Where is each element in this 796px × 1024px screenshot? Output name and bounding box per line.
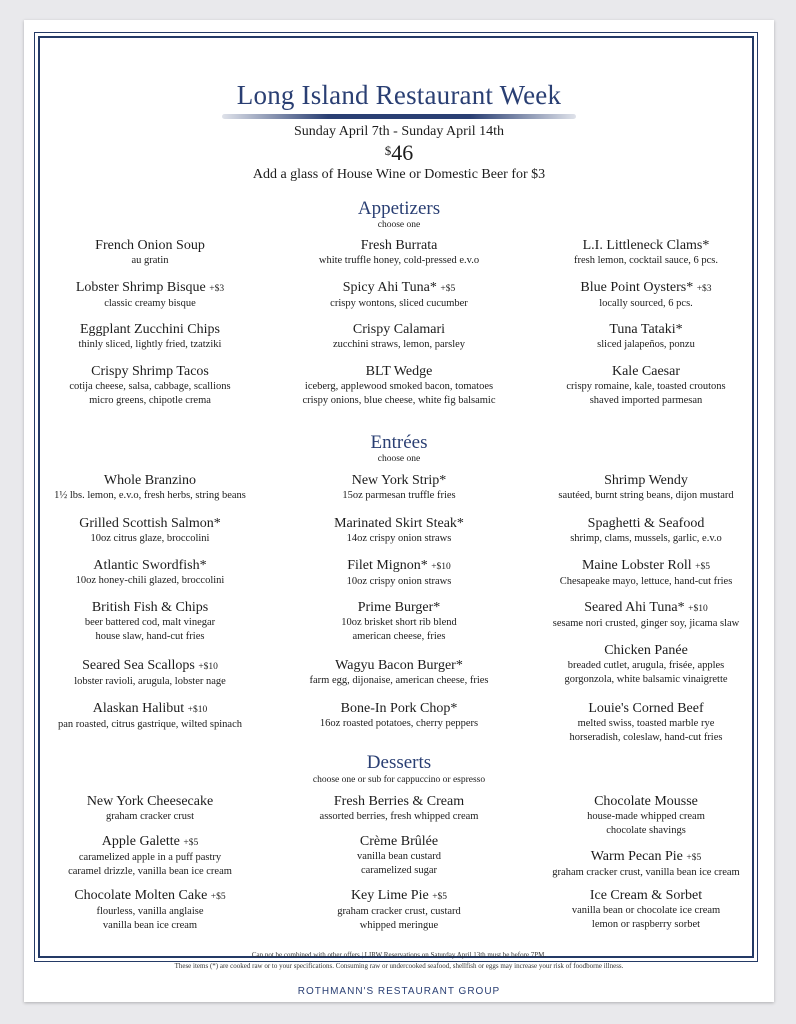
menu-item bbox=[521, 849, 771, 880]
menu-item-title: Whole Branzino bbox=[103, 473, 197, 488]
menu-item-title: Grilled Scottish Salmon* bbox=[79, 516, 221, 531]
menu-item bbox=[25, 794, 275, 824]
menu-item-name bbox=[521, 364, 771, 380]
menu-item bbox=[25, 658, 275, 689]
menu-item-description: graham cracker crust, vanilla bean ice cream bbox=[552, 867, 740, 878]
menu-item-title: L.I. Littleneck Clams* bbox=[582, 238, 710, 253]
menu-item bbox=[25, 888, 275, 933]
menu-item-name bbox=[25, 364, 275, 380]
menu-item-description: flourless, vanilla anglaise bbox=[96, 906, 204, 917]
menu-item-description: house-made whipped cream bbox=[587, 811, 705, 822]
menu-item-name bbox=[521, 643, 771, 659]
menu-item-title: Louie's Corned Beef bbox=[588, 701, 704, 716]
beverage-addon: Add a glass of House Wine or Domestic Beer for $3 bbox=[252, 167, 546, 182]
menu-item-description: white truffle honey, cold-pressed e.v.o bbox=[318, 255, 480, 266]
menu-item-description: 10oz citrus glaze, broccolini bbox=[90, 533, 210, 544]
menu-item-name bbox=[521, 322, 771, 338]
menu-item-title: Filet Mignon* bbox=[347, 558, 428, 573]
menu-item bbox=[25, 364, 275, 408]
footnote-reservations: Can not be combined with other offers | LIRW Reservations on Saturday April 13th must be before 7PM. bbox=[251, 951, 547, 959]
menu-item bbox=[274, 558, 524, 589]
appetizers-heading: Appetizers bbox=[357, 198, 441, 219]
menu-item bbox=[274, 600, 524, 644]
menu-item-description: gorgonzola, white balsamic vinaigrette bbox=[564, 674, 728, 685]
menu-item bbox=[274, 794, 524, 824]
menu-item-name bbox=[25, 238, 275, 254]
menu-item bbox=[274, 701, 524, 731]
menu-item bbox=[274, 658, 524, 688]
menu-item bbox=[25, 834, 275, 879]
menu-item-description: vanilla bean custard bbox=[357, 851, 441, 862]
menu-item-title: Atlantic Swordfish* bbox=[93, 558, 207, 573]
menu-item-description: caramelized sugar bbox=[360, 865, 438, 876]
menu-item-title: Blue Point Oysters* bbox=[580, 280, 694, 295]
menu-item-upcharge: +$5 bbox=[210, 892, 226, 902]
menu-item bbox=[521, 322, 771, 352]
menu-item-upcharge: +$5 bbox=[686, 853, 702, 863]
menu-item-title: Warm Pecan Pie bbox=[590, 849, 683, 864]
menu-item-description: house slaw, hand-cut fries bbox=[95, 631, 205, 642]
menu-item bbox=[25, 238, 275, 268]
menu-item bbox=[521, 558, 771, 589]
menu-item-name bbox=[521, 238, 771, 254]
menu-item bbox=[25, 558, 275, 588]
menu-item bbox=[25, 701, 275, 732]
menu-item-name bbox=[25, 516, 275, 532]
menu-item-description: whipped meringue bbox=[359, 920, 439, 931]
menu-item-name bbox=[274, 473, 524, 489]
menu-item-upcharge: +$5 bbox=[440, 284, 456, 294]
menu-item-title: New York Strip* bbox=[351, 473, 447, 488]
menu-item-description: locally sourced, 6 pcs. bbox=[599, 298, 693, 309]
menu-item-name bbox=[521, 558, 771, 575]
menu-item-title: Shrimp Wendy bbox=[604, 473, 688, 488]
price bbox=[24, 140, 774, 166]
menu-item bbox=[274, 473, 524, 503]
desserts-subheading: choose one or sub for cappuccino or espresso bbox=[312, 775, 486, 785]
menu-item bbox=[274, 888, 524, 933]
menu-item-title: Maine Lobster Roll bbox=[581, 558, 692, 573]
menu-item-description: sautéed, burnt string beans, dijon mustard bbox=[558, 490, 734, 501]
title-brush-underline bbox=[222, 114, 576, 119]
menu-item-upcharge: +$10 bbox=[688, 604, 708, 614]
menu-item-description: crispy romaine, kale, toasted croutons bbox=[566, 381, 726, 392]
menu-item-title: Alaskan Halibut bbox=[92, 701, 185, 716]
menu-item-title: Spicy Ahi Tuna* bbox=[342, 280, 437, 295]
menu-item-description: graham cracker crust, custard bbox=[337, 906, 461, 917]
menu-item-description: vanilla bean ice cream bbox=[102, 920, 198, 931]
menu-item-name bbox=[25, 794, 275, 810]
menu-item-title: Crispy Calamari bbox=[352, 322, 446, 337]
menu-item-description: farm egg, dijonaise, american cheese, fries bbox=[309, 675, 489, 686]
entrees-subheading: choose one bbox=[377, 454, 421, 464]
menu-item bbox=[25, 473, 275, 503]
menu-item-name bbox=[274, 238, 524, 254]
menu-item-name bbox=[521, 516, 771, 532]
menu-item-name bbox=[25, 473, 275, 489]
menu-item-name bbox=[521, 701, 771, 717]
menu-item bbox=[521, 888, 771, 932]
menu-item bbox=[274, 322, 524, 352]
menu-item-name bbox=[274, 516, 524, 532]
menu-item-description: lobster ravioli, arugula, lobster nage bbox=[74, 676, 226, 687]
menu-item-description: fresh lemon, cocktail sauce, 6 pcs. bbox=[573, 255, 719, 266]
menu-item-name bbox=[274, 322, 524, 338]
menu-item-title: Seared Ahi Tuna* bbox=[584, 600, 685, 615]
menu-item-description: 14oz crispy onion straws bbox=[346, 533, 452, 544]
menu-item-description: 10oz crispy onion straws bbox=[346, 576, 452, 587]
menu-item-name bbox=[521, 888, 771, 904]
menu-item-name bbox=[25, 834, 275, 851]
menu-item-name bbox=[521, 794, 771, 810]
menu-item bbox=[521, 643, 771, 687]
menu-item-title: Spaghetti & Seafood bbox=[587, 516, 705, 531]
menu-item bbox=[521, 600, 771, 631]
menu-item-title: Crème Brûlée bbox=[359, 834, 439, 849]
price-currency: $ bbox=[384, 143, 392, 158]
menu-item bbox=[25, 322, 275, 352]
appetizers-subheading: choose one bbox=[377, 220, 421, 230]
menu-item-description: chocolate shavings bbox=[606, 825, 686, 836]
menu-item-name bbox=[274, 888, 524, 905]
menu-item-name bbox=[521, 849, 771, 866]
menu-item-description: caramelized apple in a puff pastry bbox=[78, 852, 222, 863]
menu-item-name bbox=[521, 280, 771, 297]
menu-item-description: micro greens, chipotle crema bbox=[89, 395, 211, 406]
menu-item-title: Prime Burger* bbox=[357, 600, 441, 615]
desserts-heading: Desserts bbox=[366, 752, 432, 773]
menu-item-name bbox=[274, 280, 524, 297]
menu-item-name bbox=[25, 558, 275, 574]
menu-item-title: Kale Caesar bbox=[611, 364, 681, 379]
menu-item-upcharge: +$10 bbox=[187, 705, 208, 715]
menu-item-name bbox=[274, 558, 524, 575]
menu-item-description: cotija cheese, salsa, cabbage, scallions bbox=[69, 381, 231, 392]
menu-item-title: Fresh Berries & Cream bbox=[333, 794, 465, 809]
menu-item-upcharge: +$3 bbox=[209, 284, 225, 294]
menu-item-description: Chesapeake mayo, lettuce, hand-cut fries bbox=[559, 576, 733, 587]
menu-item-description: crispy wontons, sliced cucumber bbox=[330, 298, 468, 309]
menu-item bbox=[274, 238, 524, 268]
menu-item bbox=[274, 364, 524, 408]
menu-item bbox=[274, 834, 524, 878]
menu-item bbox=[521, 364, 771, 408]
menu-item-name bbox=[25, 322, 275, 338]
price-value: 46 bbox=[391, 140, 414, 165]
menu-item-description: classic creamy bisque bbox=[104, 298, 196, 309]
menu-item-description: au gratin bbox=[131, 255, 169, 266]
menu-item-description: assorted berries, fresh whipped cream bbox=[319, 811, 479, 822]
menu-item-description: 10oz brisket short rib blend bbox=[341, 617, 457, 628]
menu-item-upcharge: +$5 bbox=[432, 892, 448, 902]
menu-item-upcharge: +$5 bbox=[183, 838, 199, 848]
menu-item-title: Chocolate Molten Cake bbox=[74, 888, 208, 903]
footnote-raw-items: These items (*) are cooked raw or to your specifications. Consuming raw or undercooked seafood, shellfish or eggs may increase your risk of foodborne illness. bbox=[174, 962, 624, 970]
menu-item-description: zucchini straws, lemon, parsley bbox=[332, 339, 466, 350]
menu-item-name bbox=[521, 473, 771, 489]
event-dates: Sunday April 7th - Sunday April 14th bbox=[294, 124, 504, 139]
menu-item-title: Apple Galette bbox=[101, 834, 180, 849]
menu-item-title: Ice Cream & Sorbet bbox=[589, 888, 703, 903]
menu-item-title: French Onion Soup bbox=[95, 238, 205, 253]
menu-item-name bbox=[274, 600, 524, 616]
menu-item-description: graham cracker crust bbox=[105, 811, 195, 822]
menu-item-name bbox=[274, 834, 524, 850]
menu-item bbox=[25, 516, 275, 546]
menu-item-description: iceberg, applewood smoked bacon, tomatoes bbox=[304, 381, 494, 392]
menu-item-upcharge: +$10 bbox=[198, 662, 218, 672]
menu-item-name bbox=[274, 364, 524, 380]
menu-item-description: vanilla bean or chocolate ice cream bbox=[571, 905, 721, 916]
menu-item bbox=[25, 600, 275, 644]
menu-sheet bbox=[24, 20, 774, 1002]
menu-item-description: thinly sliced, lightly fried, tzatziki bbox=[78, 339, 222, 350]
menu-item-title: Bone-In Pork Chop* bbox=[340, 701, 458, 716]
menu-item bbox=[25, 280, 275, 311]
menu-item-title: Marinated Skirt Steak* bbox=[334, 516, 464, 531]
menu-item-description: melted swiss, toasted marble rye bbox=[577, 718, 715, 729]
menu-item bbox=[521, 238, 771, 268]
menu-item-name bbox=[521, 600, 771, 617]
menu-item bbox=[521, 794, 771, 838]
menu-item-upcharge: +$3 bbox=[696, 284, 712, 294]
menu-item-description: lemon or raspberry sorbet bbox=[591, 919, 701, 930]
menu-item-title: New York Cheesecake bbox=[86, 794, 214, 809]
menu-item bbox=[521, 280, 771, 311]
menu-item bbox=[274, 516, 524, 546]
menu-item-name bbox=[25, 888, 275, 905]
menu-item-title: Seared Sea Scallops bbox=[82, 658, 195, 673]
menu-item-description: caramel drizzle, vanilla bean ice cream bbox=[68, 866, 232, 877]
menu-item-name bbox=[25, 600, 275, 616]
menu-item bbox=[521, 701, 771, 745]
menu-item-description: sesame nori crusted, ginger soy, jicama slaw bbox=[552, 618, 740, 629]
menu-item-name bbox=[274, 701, 524, 717]
menu-item-description: american cheese, fries bbox=[352, 631, 446, 642]
menu-item-title: Chocolate Mousse bbox=[594, 794, 698, 809]
menu-item-description: shaved imported parmesan bbox=[589, 395, 703, 406]
menu-item-upcharge: +$5 bbox=[695, 562, 710, 572]
menu-item-description: shrimp, clams, mussels, garlic, e.v.o bbox=[570, 533, 722, 544]
menu-item-name bbox=[274, 658, 524, 674]
menu-item-title: BLT Wedge bbox=[365, 364, 433, 379]
menu-item-description: 16oz roasted potatoes, cherry peppers bbox=[319, 718, 479, 729]
menu-item-title: Crispy Shrimp Tacos bbox=[91, 364, 209, 379]
menu-item-title: British Fish & Chips bbox=[91, 600, 209, 615]
menu-item-name bbox=[25, 280, 275, 297]
menu-item-description: beer battered cod, malt vinegar bbox=[84, 617, 216, 628]
menu-item-description: 10oz honey-chili glazed, broccolini bbox=[75, 575, 225, 586]
entrees-heading: Entrées bbox=[370, 432, 428, 453]
menu-item-description: breaded cutlet, arugula, frisée, apples bbox=[567, 660, 725, 671]
menu-item-name bbox=[25, 658, 275, 675]
menu-item-description: crispy onions, blue cheese, white fig balsamic bbox=[302, 395, 496, 406]
menu-item-description: sliced jalapeños, ponzu bbox=[597, 339, 695, 350]
menu-item-title: Lobster Shrimp Bisque bbox=[75, 280, 206, 295]
restaurant-group-name: ROTHMANN'S RESTAURANT GROUP bbox=[297, 986, 501, 997]
menu-item-name bbox=[274, 794, 524, 810]
menu-item-name bbox=[25, 701, 275, 718]
menu-item-upcharge: +$10 bbox=[431, 562, 451, 572]
menu-item-title: Tuna Tataki* bbox=[609, 322, 683, 337]
menu-item-description: horseradish, coleslaw, hand-cut fries bbox=[569, 732, 723, 743]
menu-item-title: Chicken Panée bbox=[604, 643, 688, 658]
menu-item-title: Eggplant Zucchini Chips bbox=[80, 322, 220, 337]
menu-item bbox=[521, 473, 771, 503]
menu-item-title: Key Lime Pie bbox=[350, 888, 429, 903]
menu-item bbox=[274, 280, 524, 311]
menu-item-description: pan roasted, citrus gastrique, wilted spinach bbox=[58, 719, 242, 730]
menu-item-title: Wagyu Bacon Burger* bbox=[335, 658, 463, 673]
menu-title: Long Island Restaurant Week bbox=[236, 80, 562, 110]
menu-item-description: 1½ lbs. lemon, e.v.o, fresh herbs, string beans bbox=[54, 490, 246, 501]
menu-item-title: Fresh Burrata bbox=[360, 238, 438, 253]
menu-item bbox=[521, 516, 771, 546]
menu-item-description: 15oz parmesan truffle fries bbox=[342, 490, 456, 501]
